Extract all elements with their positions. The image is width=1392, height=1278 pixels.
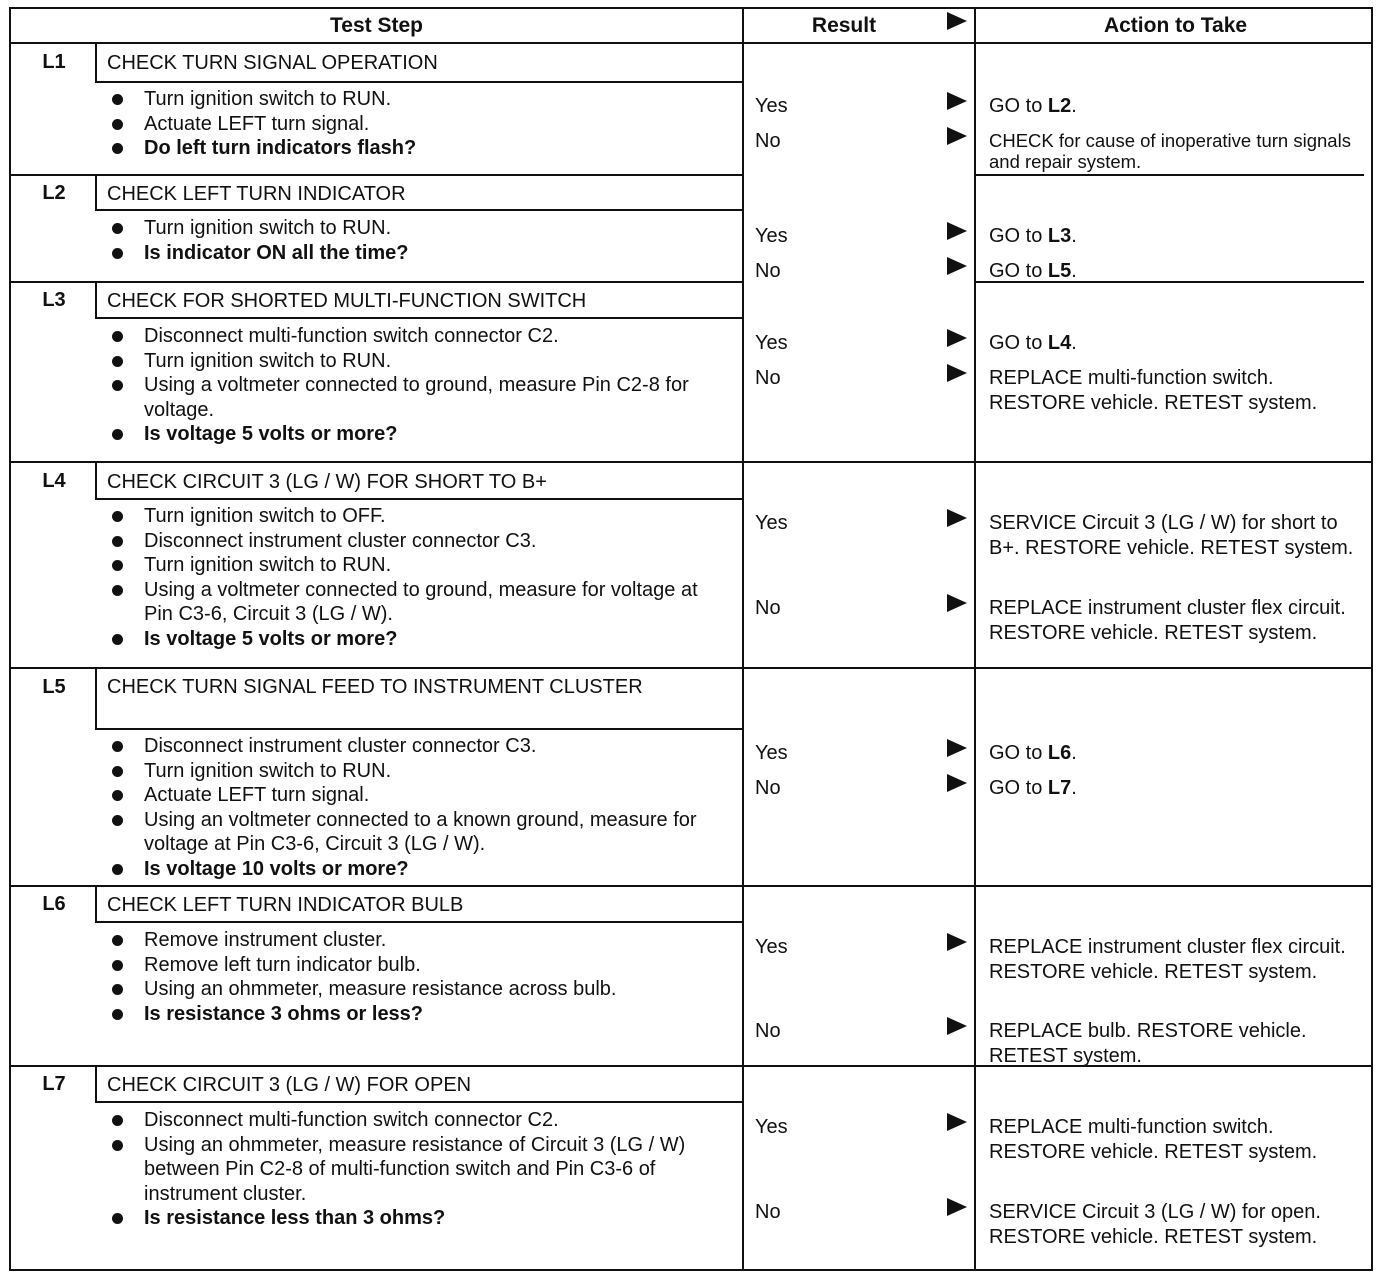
id-divider — [95, 44, 97, 82]
action-no: REPLACE bulb. RESTORE vehicle. RETEST system. — [989, 1020, 1307, 1067]
step-id: L1 — [42, 51, 66, 73]
step-instructions — [107, 216, 727, 265]
result-yes: Yes — [755, 742, 788, 764]
step-id: L2 — [42, 182, 66, 204]
id-divider — [95, 283, 97, 319]
instruction-item: Remove instrument cluster. — [107, 928, 727, 953]
action-yes: REPLACE instrument cluster flex circuit. RESTORE vehicle. RETEST system. — [989, 936, 1346, 983]
title-rule — [95, 921, 743, 923]
instruction-item: Using a voltmeter connected to ground, measure Pin C2-8 for voltage. — [107, 373, 727, 422]
title-rule — [95, 209, 743, 211]
instruction-item: Disconnect instrument cluster connector C3. — [107, 529, 727, 554]
result-no: No — [755, 260, 781, 282]
instruction-item: Remove left turn indicator bulb. — [107, 953, 727, 978]
action-no: CHECK for cause of inoperative turn signals and repair system. — [989, 130, 1351, 172]
step-title: CHECK LEFT TURN INDICATOR BULB — [107, 894, 464, 916]
instruction-item: Turn ignition switch to RUN. — [107, 759, 727, 784]
step-instructions — [107, 324, 727, 447]
instruction-item: Disconnect multi-function switch connector C2. — [107, 324, 727, 349]
row-rule — [11, 1065, 1373, 1067]
row-rule — [974, 174, 1364, 176]
id-divider — [95, 887, 97, 923]
id-divider — [95, 176, 97, 210]
instruction-item: Turn ignition switch to OFF. — [107, 504, 727, 529]
row-rule — [11, 461, 1373, 463]
step-instructions — [107, 87, 727, 161]
id-divider — [95, 669, 97, 729]
instruction-item: Actuate LEFT turn signal. — [107, 783, 727, 808]
result-yes: Yes — [755, 512, 788, 534]
arrow-right-icon — [947, 1017, 967, 1035]
action-yes: GO to L6. — [989, 742, 1077, 764]
instruction-item: Using an voltmeter connected to a known ground, measure for voltage at Pin C3-6, Circuit 3 (LG / W). — [107, 808, 727, 857]
arrow-right-icon — [947, 1113, 967, 1131]
step-id: L4 — [42, 470, 66, 492]
step-question: Is voltage 5 volts or more? — [107, 422, 727, 447]
step-question: Is voltage 10 volts or more? — [107, 857, 727, 882]
step-title: CHECK CIRCUIT 3 (LG / W) FOR SHORT TO B+ — [107, 471, 547, 493]
title-rule — [95, 498, 743, 500]
column-divider-action — [974, 9, 976, 1269]
row-rule — [11, 667, 1373, 669]
arrow-right-icon — [947, 257, 967, 275]
arrow-right-icon — [947, 933, 967, 951]
result-no: No — [755, 1020, 781, 1042]
result-yes: Yes — [755, 1116, 788, 1138]
arrow-right-icon — [947, 329, 967, 347]
header-arrow-icon — [947, 12, 967, 30]
header-action: Action to Take — [1103, 14, 1248, 37]
step-instructions — [107, 1108, 727, 1231]
row-rule — [974, 281, 1364, 283]
step-id: L3 — [42, 289, 66, 311]
arrow-right-icon — [947, 127, 967, 145]
title-rule — [95, 728, 743, 730]
instruction-item: Disconnect multi-function switch connector C2. — [107, 1108, 727, 1133]
step-question: Is resistance 3 ohms or less? — [107, 1002, 727, 1027]
arrow-right-icon — [947, 594, 967, 612]
step-instructions — [107, 734, 727, 881]
title-rule — [95, 1101, 743, 1103]
action-no: REPLACE multi-function switch. RESTORE vehicle. RETEST system. — [989, 367, 1318, 414]
result-yes: Yes — [755, 332, 788, 354]
action-no: GO to L5. — [989, 260, 1077, 282]
step-id: L7 — [42, 1073, 66, 1095]
step-question: Is indicator ON all the time? — [107, 241, 727, 266]
step-question: Do left turn indicators flash? — [107, 136, 727, 161]
step-question: Is voltage 5 volts or more? — [107, 627, 727, 652]
arrow-right-icon — [947, 509, 967, 527]
step-title: CHECK TURN SIGNAL OPERATION — [107, 52, 438, 74]
action-yes: GO to L2. — [989, 95, 1077, 117]
instruction-item: Using an ohmmeter, measure resistance across bulb. — [107, 977, 727, 1002]
result-no: No — [755, 130, 781, 152]
id-divider — [95, 463, 97, 499]
step-title: CHECK CIRCUIT 3 (LG / W) FOR OPEN — [107, 1074, 472, 1096]
instruction-item: Turn ignition switch to RUN. — [107, 349, 727, 374]
step-question: Is resistance less than 3 ohms? — [107, 1206, 727, 1231]
result-no: No — [755, 777, 781, 799]
result-yes: Yes — [755, 225, 788, 247]
diagnostic-table — [9, 7, 1373, 1271]
instruction-item: Turn ignition switch to RUN. — [107, 216, 727, 241]
header-rule — [11, 42, 1373, 44]
result-no: No — [755, 597, 781, 619]
step-instructions — [107, 928, 727, 1026]
arrow-right-icon — [947, 92, 967, 110]
arrow-right-icon — [947, 739, 967, 757]
arrow-right-icon — [947, 222, 967, 240]
arrow-right-icon — [947, 774, 967, 792]
instruction-item: Turn ignition switch to RUN. — [107, 553, 727, 578]
row-rule — [11, 174, 742, 176]
result-no: No — [755, 1201, 781, 1223]
row-rule — [11, 281, 742, 283]
instruction-item: Actuate LEFT turn signal. — [107, 112, 727, 137]
id-divider — [95, 1067, 97, 1103]
step-id: L6 — [42, 893, 66, 915]
instruction-item: Disconnect instrument cluster connector C3. — [107, 734, 727, 759]
instruction-item: Using a voltmeter connected to ground, measure for voltage at Pin C3-6, Circuit 3 (LG / W). — [107, 578, 727, 627]
header-test-step: Test Step — [330, 14, 423, 37]
action-yes: GO to L4. — [989, 332, 1077, 354]
action-no: GO to L7. — [989, 777, 1077, 799]
instruction-item: Using an ohmmeter, measure resistance of Circuit 3 (LG / W) between Pin C2-8 of multi-function switch and Pin C3-6 of instrument cluster. — [107, 1133, 727, 1207]
action-yes: REPLACE multi-function switch. RESTORE vehicle. RETEST system. — [989, 1116, 1318, 1163]
action-yes: SERVICE Circuit 3 (LG / W) for short to B+. RESTORE vehicle. RETEST system. — [989, 512, 1354, 559]
arrow-right-icon — [947, 364, 967, 382]
action-no: SERVICE Circuit 3 (LG / W) for open. RESTORE vehicle. RETEST system. — [989, 1201, 1321, 1248]
row-rule — [11, 885, 1373, 887]
header-result: Result — [811, 14, 877, 37]
step-title: CHECK LEFT TURN INDICATOR — [107, 183, 406, 205]
column-divider-result — [742, 9, 744, 1269]
title-rule — [95, 81, 743, 83]
action-no: REPLACE instrument cluster flex circuit. RESTORE vehicle. RETEST system. — [989, 597, 1346, 644]
result-yes: Yes — [755, 95, 788, 117]
action-yes: GO to L3. — [989, 225, 1077, 247]
arrow-right-icon — [947, 1198, 967, 1216]
result-yes: Yes — [755, 936, 788, 958]
title-rule — [95, 317, 743, 319]
step-id: L5 — [42, 676, 66, 698]
step-title: CHECK FOR SHORTED MULTI-FUNCTION SWITCH — [107, 290, 587, 312]
instruction-item: Turn ignition switch to RUN. — [107, 87, 727, 112]
step-instructions — [107, 504, 727, 651]
result-no: No — [755, 367, 781, 389]
step-title: CHECK TURN SIGNAL FEED TO INSTRUMENT CLUSTER — [107, 676, 643, 698]
